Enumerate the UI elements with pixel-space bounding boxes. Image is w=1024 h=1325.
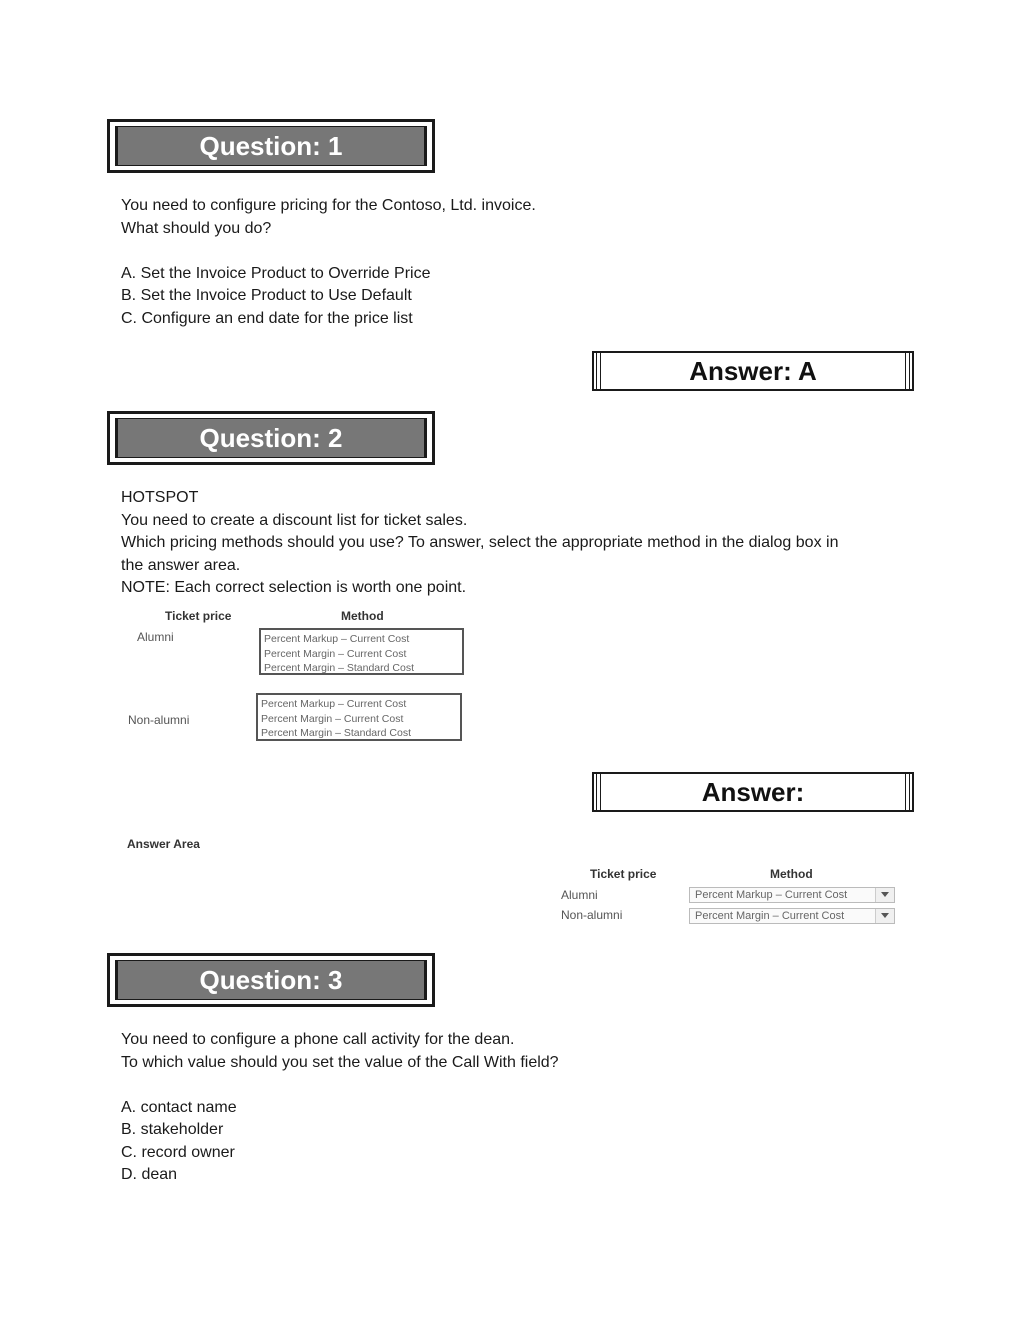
option-b: B. stakeholder <box>121 1121 224 1138</box>
question-1-text <box>121 195 536 330</box>
question-title: Question: 1 <box>199 130 343 161</box>
answer-ticket-price-header: Ticket price <box>590 867 657 881</box>
row-label-alumni: Alumni <box>137 630 174 644</box>
question-line: the answer area. <box>121 556 241 574</box>
method-option[interactable]: Percent Margin – Current Cost <box>264 647 407 660</box>
method-header: Method <box>341 609 384 623</box>
answer-label: Answer: <box>701 776 805 807</box>
answer-label: Answer: A <box>689 355 817 386</box>
question-title: Question: 3 <box>199 964 343 995</box>
method-option[interactable]: Percent Margin – Standard Cost <box>264 662 414 674</box>
option-a: A. contact name <box>121 1098 237 1116</box>
option-d: D. dean <box>121 1166 178 1183</box>
option-b: B. Set the Invoice Product to Use Default <box>121 287 412 304</box>
answer-method-header: Method <box>770 867 813 881</box>
question-line: To which value should you set the value of the Call With field? <box>121 1053 559 1071</box>
chevron-down-icon[interactable] <box>875 909 894 923</box>
method-option[interactable]: Percent Margin – Current Cost <box>261 712 404 725</box>
method-option[interactable]: Percent Markup – Current Cost <box>261 698 407 710</box>
question-line: Which pricing methods should you use? To answer, select the appropriate method in the dialog box in <box>121 534 839 551</box>
method-listbox-non-alumni[interactable] <box>256 693 462 741</box>
question-line: What should you do? <box>121 219 272 237</box>
option-a: A. Set the Invoice Product to Override Price <box>121 264 431 282</box>
method-dropdown-alumni[interactable] <box>689 887 895 903</box>
method-option[interactable]: Percent Markup – Current Cost <box>264 633 410 645</box>
option-c: C. record owner <box>121 1143 235 1161</box>
question-line: You need to create a discount list for ticket sales. <box>121 511 468 529</box>
question-3-banner <box>107 953 435 1007</box>
option-c: C. Configure an end date for the price list <box>121 309 413 327</box>
question-2-text <box>121 487 838 600</box>
question-line: NOTE: Each correct selection is worth one point. <box>121 579 467 596</box>
row-label-non-alumni: Non-alumni <box>128 713 190 727</box>
answer-2-banner <box>592 772 914 812</box>
question-line: HOTSPOT <box>121 489 199 506</box>
dropdown-value: Percent Markup – Current Cost <box>695 889 848 901</box>
answer-row-label-non-alumni: Non-alumni <box>561 908 623 922</box>
question-3-text <box>121 1029 559 1187</box>
ticket-price-header: Ticket price <box>165 609 232 623</box>
method-listbox-alumni[interactable] <box>259 628 464 675</box>
chevron-down-icon[interactable] <box>875 888 894 902</box>
dropdown-value: Percent Margin – Current Cost <box>695 910 845 922</box>
question-1-banner <box>107 119 435 173</box>
answer-area-title: Answer Area <box>127 837 200 851</box>
question-2-banner <box>107 411 435 465</box>
question-title: Question: 2 <box>199 422 343 453</box>
method-dropdown-non-alumni[interactable] <box>689 908 895 924</box>
answer-1-banner <box>592 351 914 391</box>
question-line: You need to configure pricing for the Contoso, Ltd. invoice. <box>121 197 536 214</box>
method-option[interactable]: Percent Margin – Standard Cost <box>261 727 411 739</box>
answer-row-label-alumni: Alumni <box>561 888 598 902</box>
question-line: You need to configure a phone call activity for the dean. <box>121 1031 515 1048</box>
